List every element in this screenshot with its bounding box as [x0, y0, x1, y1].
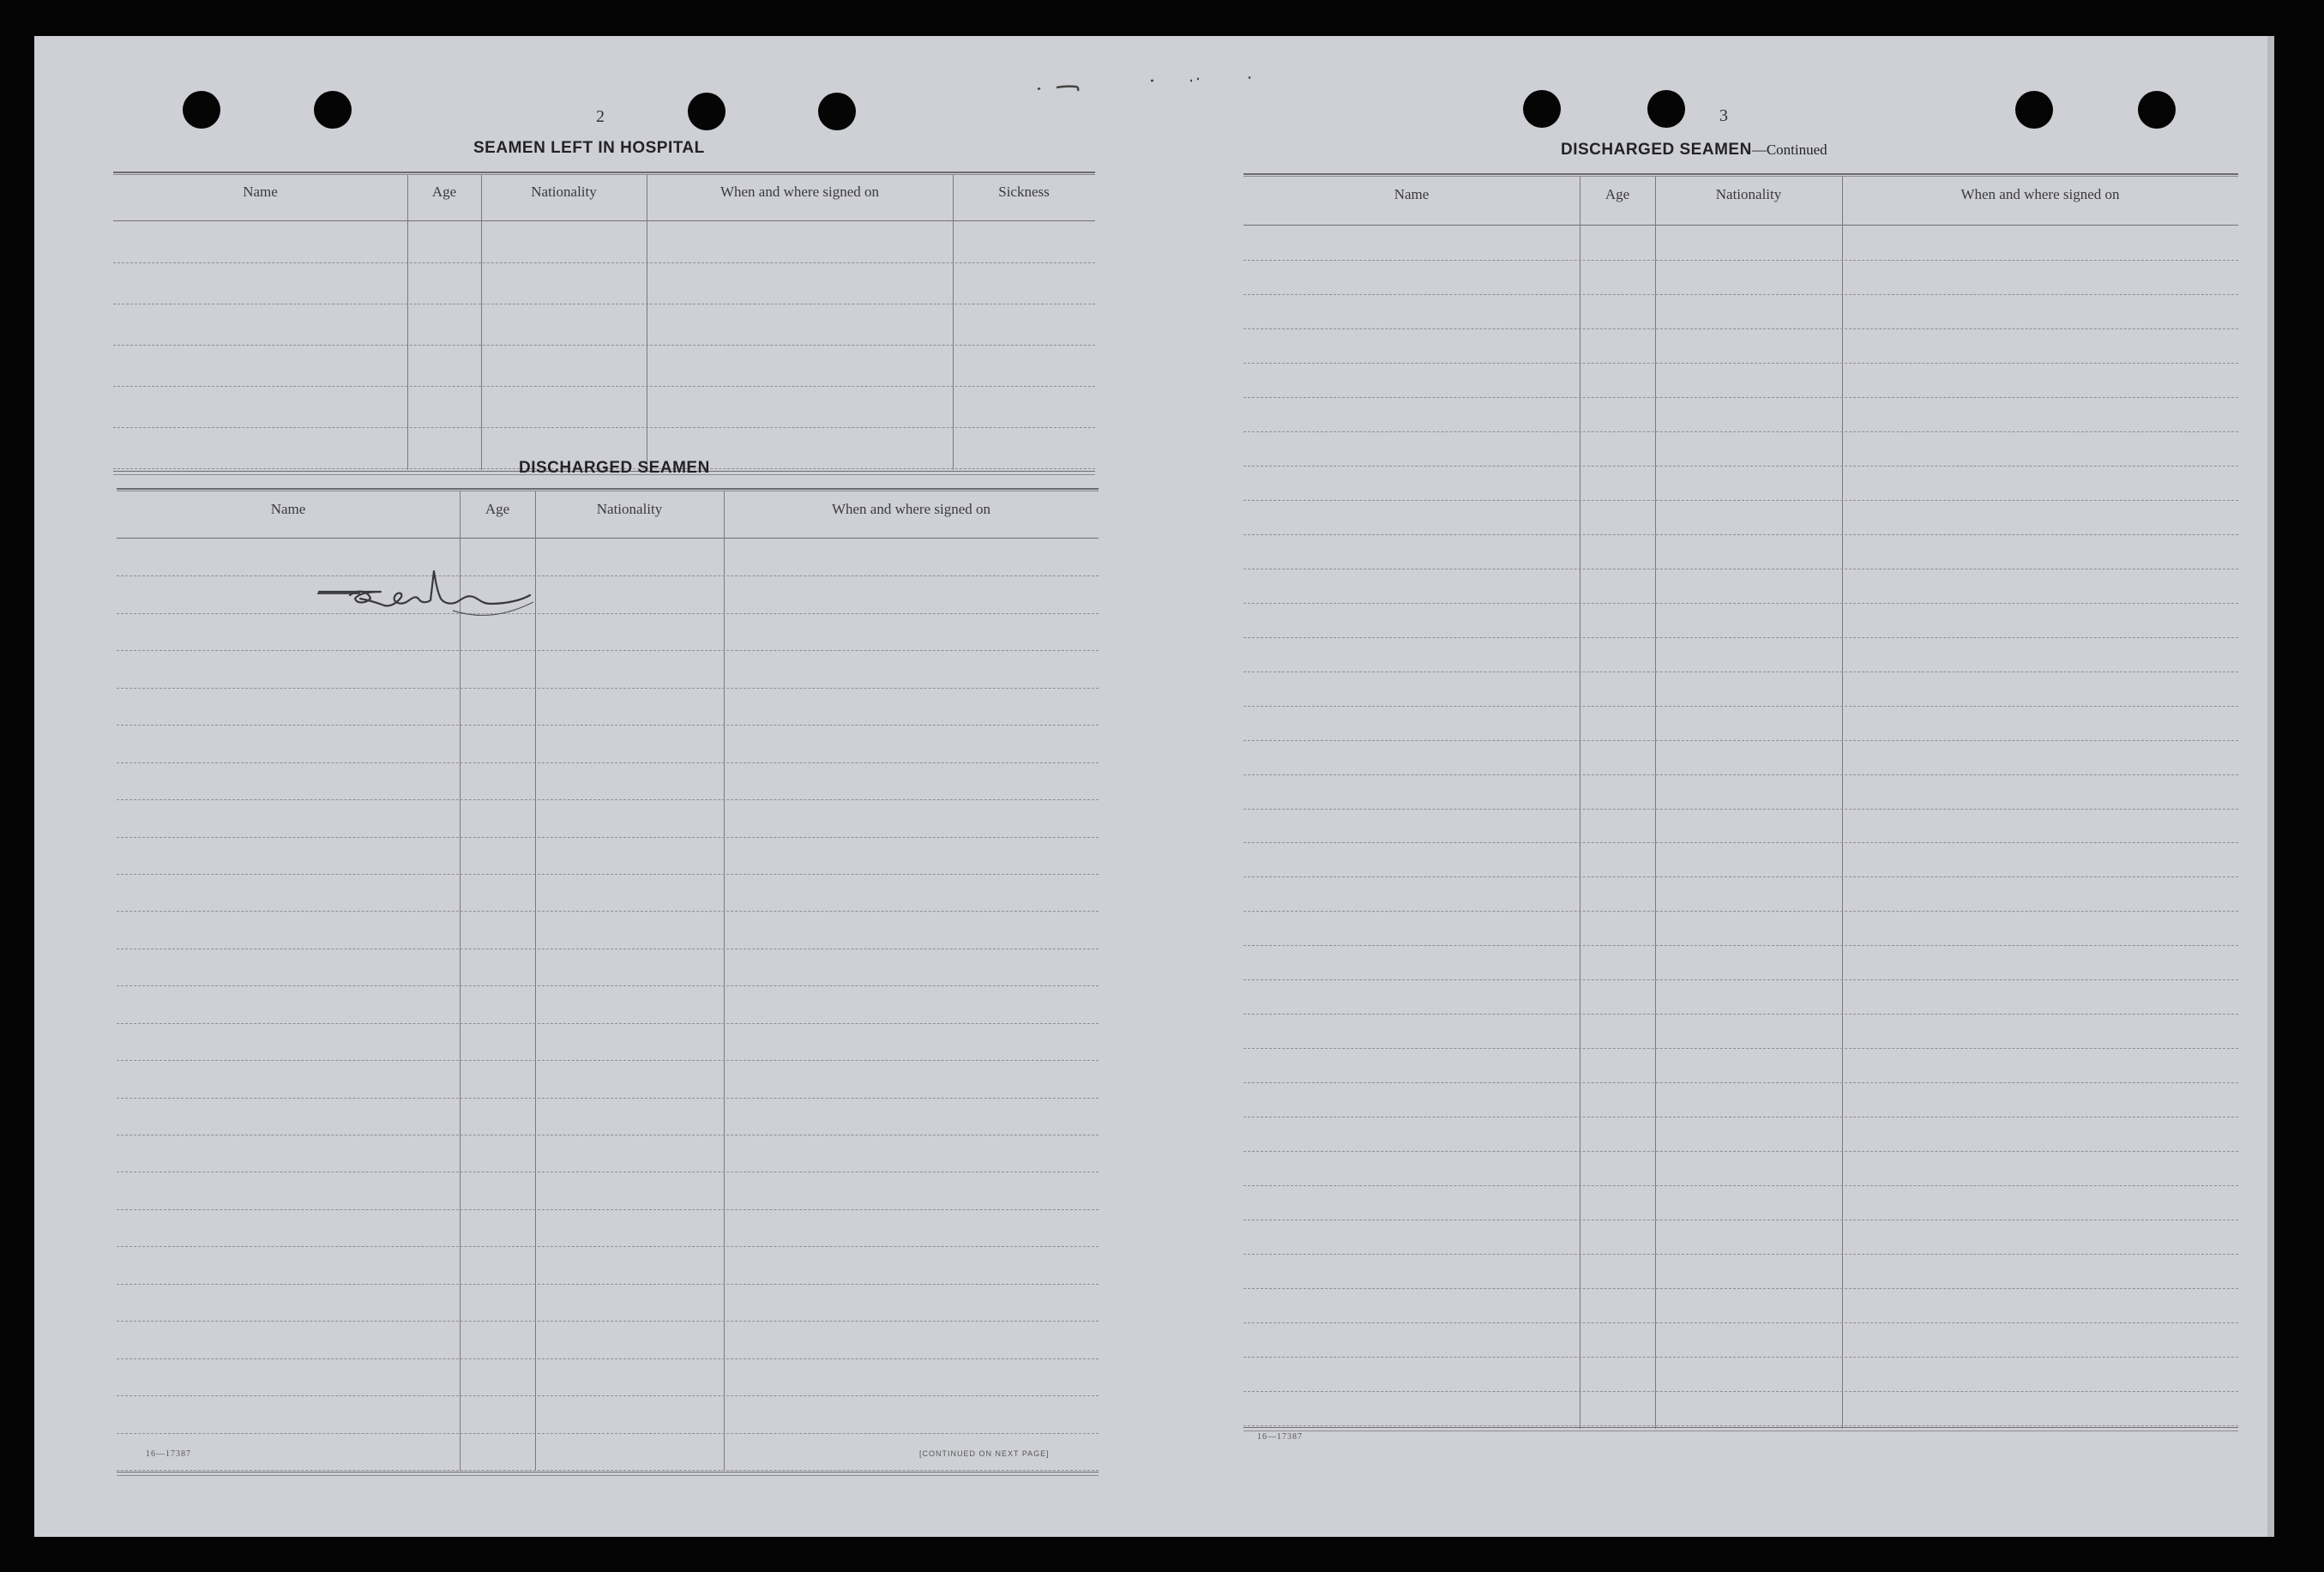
table-row	[113, 345, 1095, 346]
table-row	[117, 575, 1099, 576]
header-divider	[113, 220, 1095, 221]
table-row	[1243, 774, 2238, 775]
table-row	[1243, 397, 2238, 398]
handwritten-mark	[309, 551, 566, 645]
table-row	[1243, 706, 2238, 707]
table-row	[117, 1433, 1099, 1434]
table-top-rule	[113, 172, 1095, 175]
punch-hole	[2138, 91, 2176, 129]
table-row	[117, 985, 1099, 986]
table-row	[1243, 260, 2238, 261]
table-row	[117, 1395, 1099, 1396]
table-row	[117, 1023, 1099, 1024]
discharged-table	[117, 488, 1099, 1474]
table-row	[1243, 1082, 2238, 1083]
column-header-age: Age	[431, 184, 457, 200]
table-row	[1243, 1322, 2238, 1323]
header-divider	[117, 538, 1099, 539]
table-row	[1243, 1048, 2238, 1049]
table-row	[1243, 328, 2238, 329]
column-header-name: Name	[1394, 186, 1430, 202]
table-row	[117, 1284, 1099, 1285]
column-divider	[1842, 177, 1843, 1429]
table-row	[1243, 1357, 2238, 1358]
table-row	[1243, 466, 2238, 467]
punch-hole	[688, 93, 725, 130]
column-divider	[724, 491, 725, 1471]
table-row	[117, 837, 1099, 838]
form-code-left: 16—17387	[146, 1449, 191, 1459]
punch-hole	[2015, 91, 2053, 129]
table-row	[117, 1358, 1099, 1359]
table-row	[1243, 911, 2238, 912]
table-row	[117, 1060, 1099, 1061]
punch-hole	[183, 91, 220, 129]
table-row	[117, 650, 1099, 651]
continued-suffix: —Continued	[1751, 142, 1827, 158]
hospital-table	[113, 172, 1095, 473]
table-row	[117, 1246, 1099, 1247]
table-row	[117, 799, 1099, 800]
discharged-continued-table	[1243, 173, 2238, 1432]
column-header-age: Age	[1605, 186, 1630, 202]
table-row	[1243, 1425, 2238, 1426]
table-row	[113, 386, 1095, 387]
column-header-signed-on: When and where signed on	[831, 501, 991, 517]
table-row	[1243, 637, 2238, 638]
document-sheet	[34, 36, 2274, 1537]
sheet-edge	[2267, 36, 2274, 1537]
table-row	[1243, 1254, 2238, 1255]
table-row	[1243, 363, 2238, 364]
column-header-name: Name	[270, 501, 306, 517]
table-row	[1243, 603, 2238, 604]
column-header-age: Age	[485, 501, 510, 517]
table-row	[1243, 1288, 2238, 1289]
column-header-nationality: Nationality	[1715, 186, 1782, 202]
table-row	[1243, 842, 2238, 843]
discharged-continued-title	[1561, 141, 1827, 160]
table-row	[1243, 1185, 2238, 1186]
table-row	[1243, 740, 2238, 741]
table-row	[117, 1098, 1099, 1099]
table-row	[1243, 431, 2238, 432]
discharged-section-title: DISCHARGED SEAMEN	[519, 459, 710, 477]
table-row	[117, 725, 1099, 726]
punch-hole	[314, 91, 352, 129]
table-row	[117, 688, 1099, 689]
column-divider	[953, 175, 954, 470]
form-code-right: 16—17387	[1257, 1432, 1303, 1442]
table-row	[1243, 1391, 2238, 1392]
table-row	[1243, 945, 2238, 946]
table-row	[117, 613, 1099, 614]
table-row	[1243, 294, 2238, 295]
table-row	[117, 874, 1099, 875]
page-number-left: 2	[596, 107, 605, 126]
table-row	[1243, 500, 2238, 501]
header-divider	[1243, 225, 2238, 226]
hospital-section-title: SEAMEN LEFT IN HOSPITAL	[473, 139, 705, 157]
table-row	[1243, 979, 2238, 980]
table-row	[1243, 534, 2238, 535]
table-row	[1243, 1151, 2238, 1152]
page-number-right: 3	[1719, 106, 1728, 125]
table-row	[1243, 809, 2238, 810]
table-top-rule	[117, 488, 1099, 491]
column-header-signed-on: When and where signed on	[719, 184, 880, 200]
table-row	[113, 427, 1095, 428]
table-row	[117, 1171, 1099, 1172]
table-row	[117, 1209, 1099, 1210]
table-bottom-rule	[1243, 1427, 2238, 1431]
column-divider	[1655, 177, 1656, 1429]
column-header-sickness: Sickness	[998, 184, 1050, 200]
continued-note: [CONTINUED ON NEXT PAGE]	[919, 1449, 1050, 1458]
column-header-signed-on: When and where signed on	[1960, 186, 2120, 202]
table-row	[117, 1470, 1099, 1471]
table-row	[117, 762, 1099, 763]
table-row	[1243, 876, 2238, 877]
discharged-continued-label: DISCHARGED SEAMEN	[1561, 141, 1752, 159]
table-row	[1243, 1014, 2238, 1015]
column-divider	[407, 175, 408, 470]
table-bottom-rule	[117, 1472, 1099, 1476]
table-row	[113, 262, 1095, 263]
punch-hole	[1647, 90, 1685, 128]
column-header-nationality: Nationality	[531, 184, 597, 200]
ink-specks	[995, 70, 1389, 105]
punch-hole	[818, 93, 856, 130]
column-header-nationality: Nationality	[596, 501, 663, 517]
punch-hole	[1523, 90, 1561, 128]
column-header-name: Name	[243, 184, 278, 200]
column-divider	[481, 175, 482, 470]
table-top-rule	[1243, 173, 2238, 177]
table-row	[117, 1321, 1099, 1322]
table-row	[117, 911, 1099, 912]
